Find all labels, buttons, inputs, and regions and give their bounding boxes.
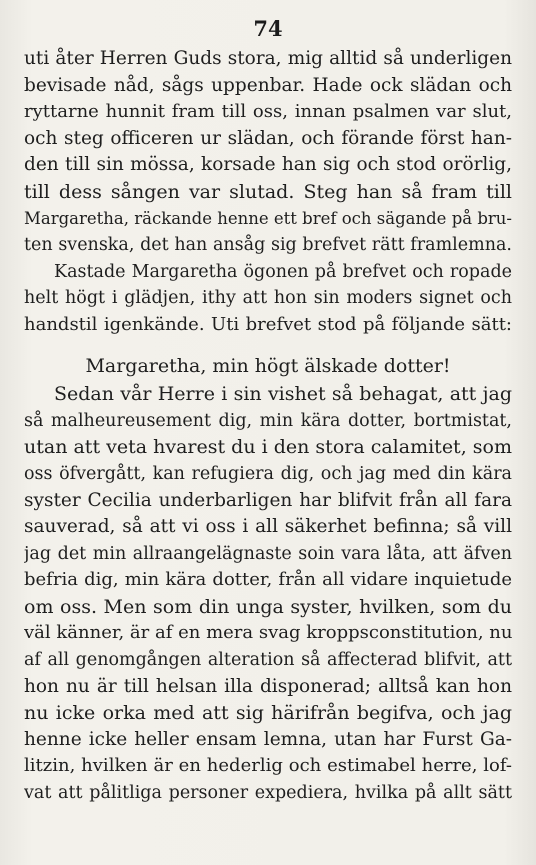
text-line: sauverad, så att vi oss i all säkerhet befinna; så vill — [24, 516, 512, 538]
text-line: ryttarne hunnit fram till oss, innan psalmen var slut, — [24, 101, 512, 123]
letter-greeting: Margaretha, min högt älskade dotter! — [85, 354, 451, 377]
text-line: Margaretha, räckande henne ett bref och sägande på bru- — [24, 208, 512, 228]
text-line: till dess sången var slutad. Steg han så fram till — [24, 180, 512, 203]
text-line: vat att pålitliga personer expediera, hvilka på allt sätt — [24, 783, 512, 804]
text-line: oss öfvergått, kan refugiera dig, och jag med din kära — [24, 463, 512, 484]
text-line: handstil igenkände. Uti brefvet stod på följande sätt: — [24, 313, 512, 335]
text-line: syster Cecilia underbarligen har blifvit från all fara — [24, 489, 512, 511]
text-line: uti åter Herren Guds stora, mig alltid så underligen — [24, 48, 512, 69]
text-line: af all genomgången alteration så affecterad blifvit, att — [24, 650, 512, 671]
text-line: hon nu är till helsan illa disponerad; alltså kan hon — [24, 675, 512, 697]
text-line: litzin, hvilken är en hederlig och estimabel herre, lof- — [24, 755, 512, 777]
text-line: nu icke orka med att sig härifrån begifva, och jag — [24, 702, 512, 725]
text-line: helt högt i glädjen, ithy att hon sin moders signet och — [24, 288, 512, 309]
text-line: bevisade nåd, sågs uppenbar. Hade ock slädan och — [24, 74, 512, 96]
text-line: och steg officeren ur slädan, och förande först han- — [24, 127, 512, 149]
text-line: Kastade Margaretha ögonen på brefvet och ropade — [54, 261, 512, 282]
text-line: befria dig, min kära dotter, från all vidare inquietude — [24, 569, 512, 591]
text-line: väl känner, är af en mera svag kroppsconstitution, nu — [24, 622, 512, 644]
text-line: den till sin mössa, korsade han sig och stod orörlig, — [24, 154, 512, 176]
text-line: så malheureusement dig, min kära dotter, bortmistat, — [24, 410, 512, 431]
text-line: om oss. Men som din unga syster, hvilken, som du — [24, 595, 512, 618]
page-number: 74 — [253, 16, 283, 41]
text-line: ten svenska, det han ansåg sig brefvet rätt framlemna. — [24, 235, 512, 256]
body-text — [24, 46, 512, 807]
text-line: Sedan vår Herre i sin vishet så behagat, att jag — [54, 383, 512, 406]
text-line: jag det min allraangelägnaste soin vara låta, att äfven — [24, 543, 512, 564]
text-line: henne icke heller ensam lemna, utan har Furst Ga- — [24, 728, 512, 750]
text-line: utan att veta hvarest du i den stora calamitet, som — [24, 436, 512, 459]
